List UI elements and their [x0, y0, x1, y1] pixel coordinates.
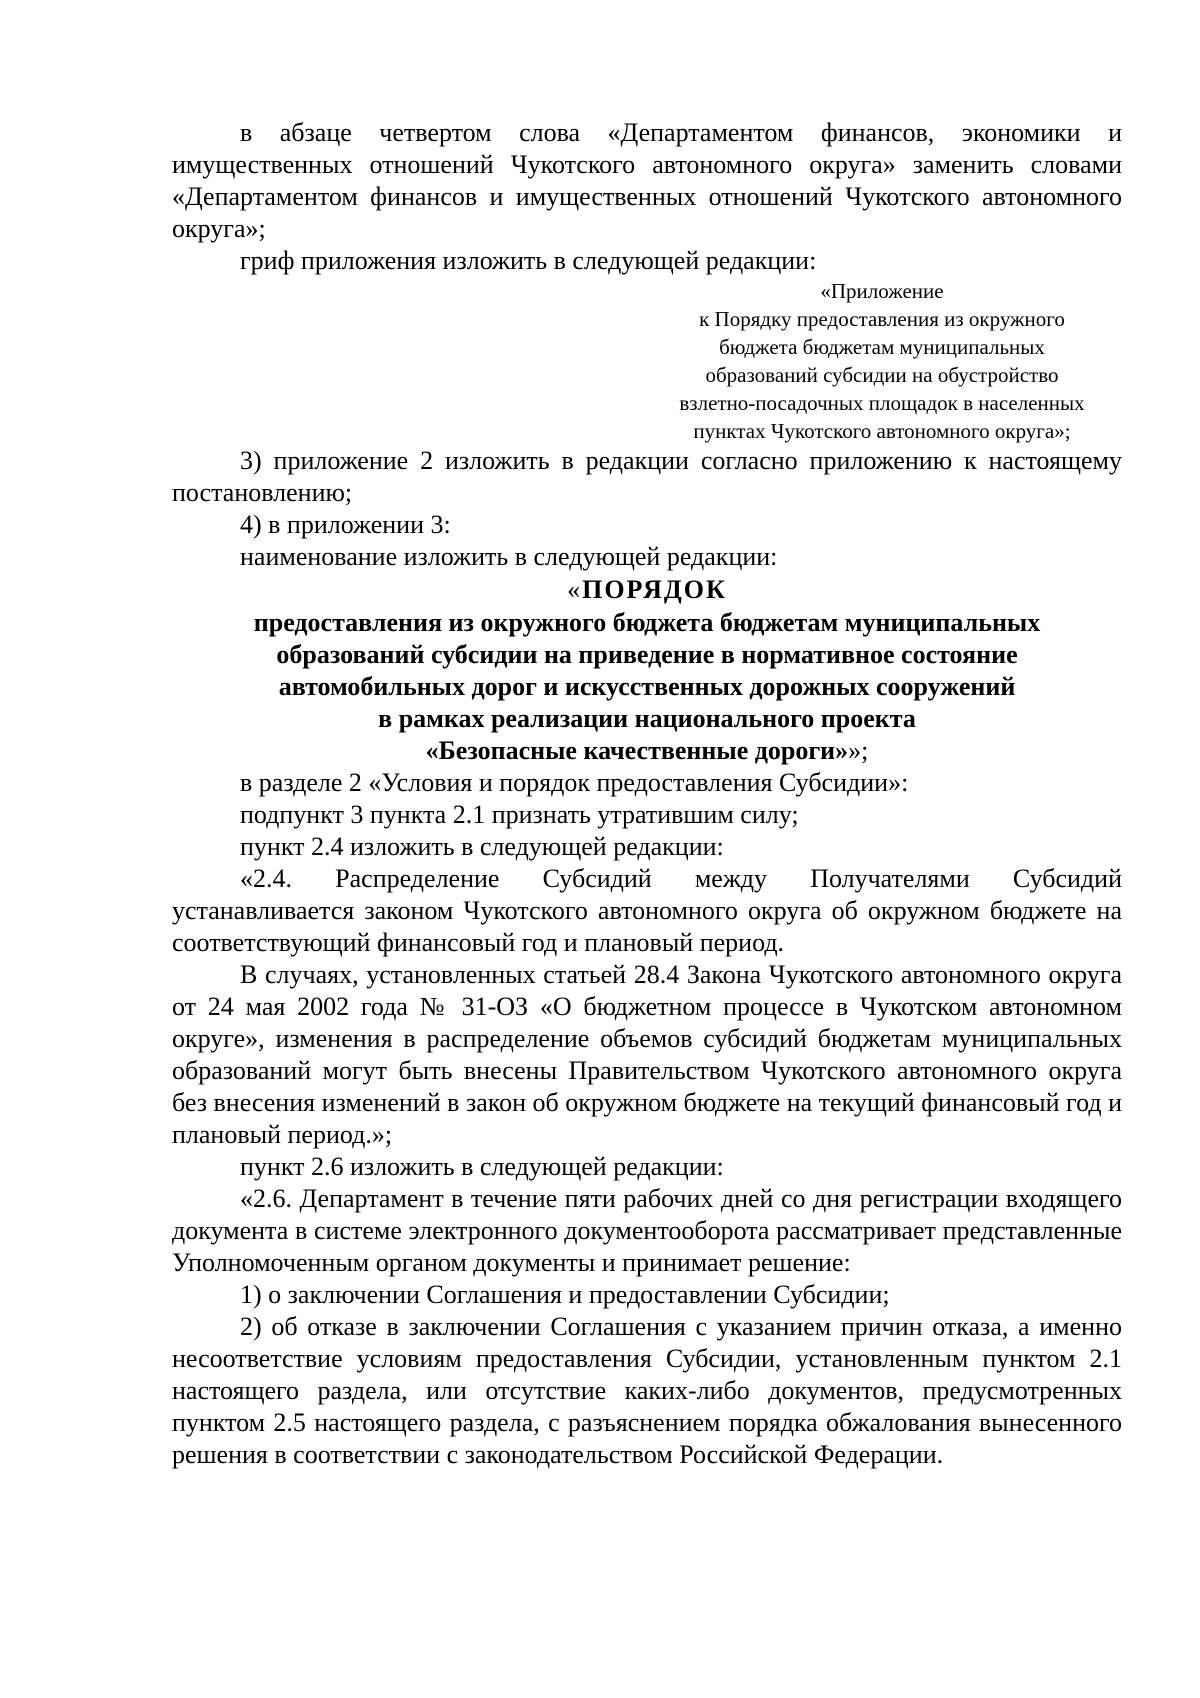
document-page	[172, 117, 1122, 1471]
grif-line: к Порядку предоставления из окружного	[699, 307, 1065, 331]
paragraph-item-2-6-text: «2.6. Департамент в течение пяти рабочих дней со дня регистрации входящего документа в системе электронного документооборота рассматривает представленные Уполномоченным органом документы и принимает решение:	[172, 1184, 1122, 1277]
title-last-text: «Безопасные качественные дороги»	[425, 736, 849, 765]
paragraph-decision-1: 1) о заключении Соглашения и предоставлении Субсидии;	[240, 1280, 890, 1309]
grif-line: «Приложение	[820, 279, 944, 303]
appendix-grif	[642, 277, 1122, 445]
grif-line: образований субсидии на обустройство	[705, 363, 1059, 387]
grif-line: взлетно-посадочных площадок в населенных	[679, 391, 1085, 415]
paragraph-name-intro: наименование изложить в следующей редакции:	[240, 542, 778, 571]
paragraph-cases: В случаях, установленных статьей 28.4 Закона Чукотского автономного округа от 24 мая 2002 года № 31-ОЗ «О бюджетном процессе в Чукотском автономном округе», изменения в распределение объемов субсидий бюджетам муниципальных образований могут быть внесены Правительством Чукотского автономного округа без внесения изменений в закон об окружном бюджете на текущий финансовый год и плановый период.»;	[172, 960, 1122, 1149]
paragraph-decision-2: 2) об отказе в заключении Соглашения с указанием причин отказа, а именно несоответствие условиям предоставления Субсидии, установленным пунктом 2.1 настоящего раздела, или отсутствие каких-либо документов, предусмотренных пунктом 2.5 настоящего раздела, с разъяснением порядка обжалования вынесенного решения в соответствии с законодательством Российской Федерации.	[172, 1312, 1122, 1469]
grif-line: бюджета бюджетам муниципальных	[719, 335, 1045, 359]
grif-line: пунктах Чукотского автономного округа»;	[693, 419, 1071, 443]
paragraph-item-3: 3) приложение 2 изложить в редакции согласно приложению к настоящему постановлению;	[172, 446, 1122, 507]
title-line: предоставления из окружного бюджета бюджетам муниципальных	[253, 608, 1041, 637]
title-line-last	[172, 735, 1122, 767]
paragraph-item-2-4-text: «2.4. Распределение Субсидий между Получателями Субсидий устанавливается законом Чукотского автономного округа об окружном бюджете на соответствующий финансовый год и плановый период.	[172, 864, 1122, 957]
paragraph-section-2: в разделе 2 «Условия и порядок предоставления Субсидии»:	[240, 768, 909, 797]
title-line: в рамках реализации национального проекта	[378, 704, 916, 733]
title-line: автомобильных дорог и искусственных дорожных сооружений	[278, 672, 1016, 701]
title-open-quote: «	[567, 575, 583, 604]
paragraph-item-2-4-intro: пункт 2.4 изложить в следующей редакции:	[240, 832, 724, 861]
paragraph-item-4: 4) в приложении 3:	[240, 510, 451, 539]
paragraph-amend-abzac4: в абзаце четвертом слова «Департаментом финансов, экономики и имущественных отношений Чукотского автономного округа» заменить словами «Департаментом финансов и имущественных отношений Чукотского автономного округа»;	[172, 118, 1122, 243]
title-line: образований субсидии на приведение в нормативное состояние	[276, 640, 1018, 669]
title-main-word: ПОРЯДОК	[582, 575, 727, 604]
paragraph-subitem-3: подпункт 3 пункта 2.1 признать утратившим силу;	[240, 800, 799, 829]
procedure-title-main	[172, 573, 1122, 607]
procedure-title	[172, 573, 1122, 767]
paragraph-item-2-6-intro: пункт 2.6 изложить в следующей редакции:	[240, 1152, 724, 1181]
title-close-punct: »;	[848, 736, 869, 765]
paragraph-grif-intro: гриф приложения изложить в следующей редакции:	[240, 246, 817, 275]
